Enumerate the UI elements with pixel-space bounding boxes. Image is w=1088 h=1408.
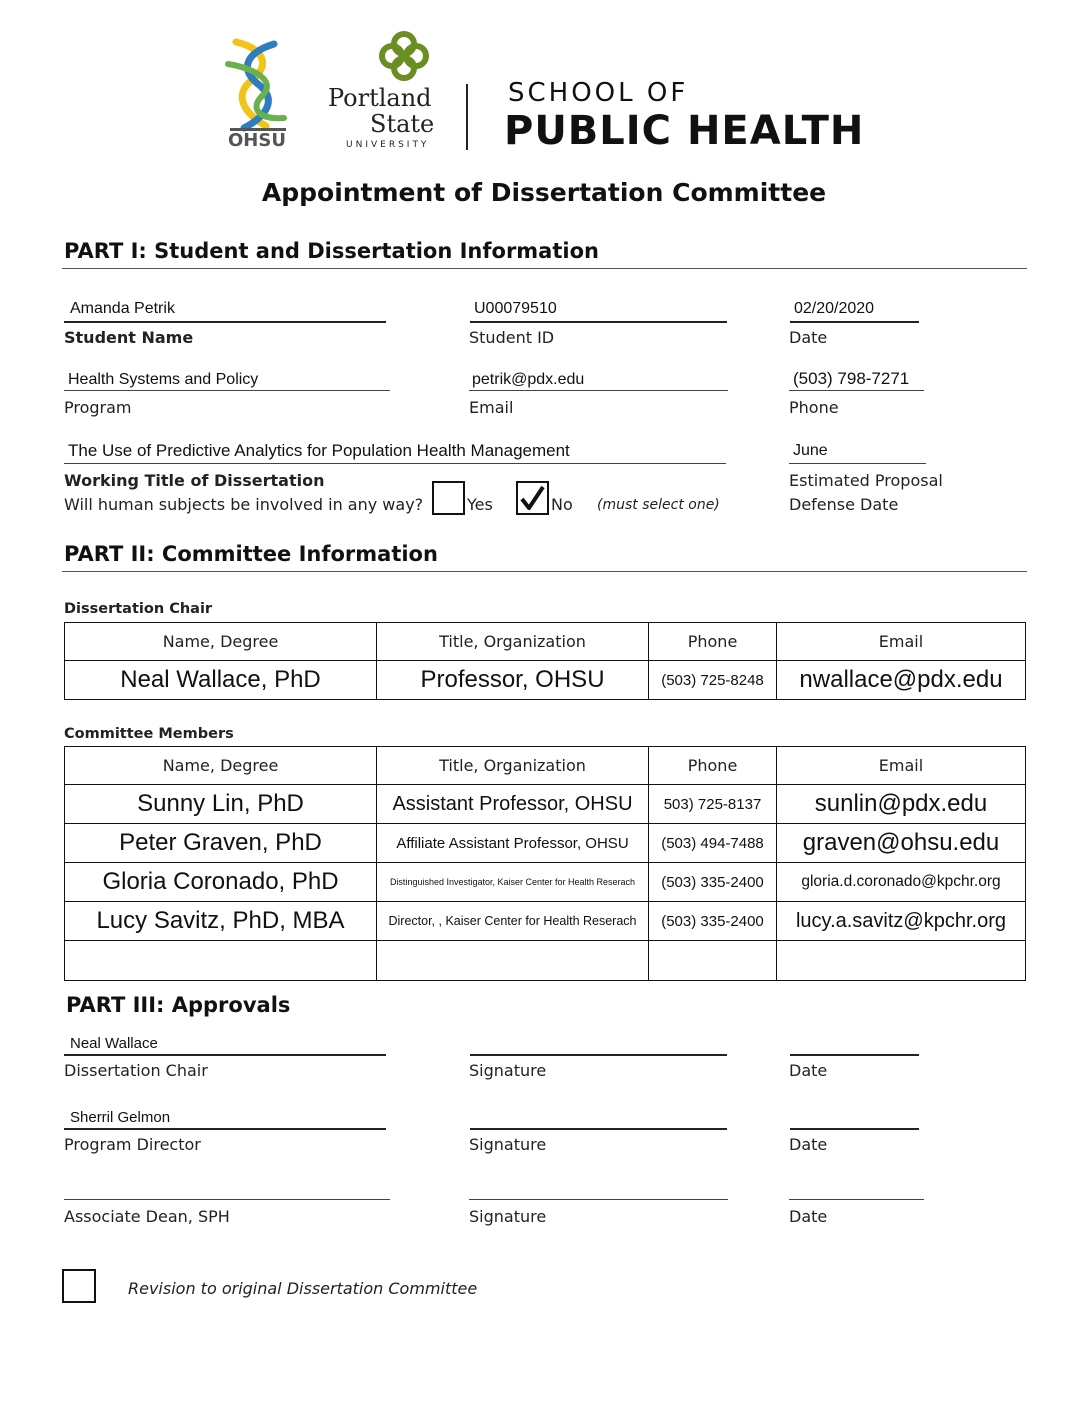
member-email-cell[interactable]: graven@ohsu.edu — [777, 824, 1026, 863]
program-field[interactable]: Health Systems and Policy — [68, 371, 259, 388]
student-name-line — [64, 321, 386, 323]
date-field[interactable]: 02/20/2020 — [794, 300, 875, 317]
signature-line[interactable] — [470, 1128, 727, 1130]
dissertation-title-label: Working Title of Dissertation — [64, 471, 325, 490]
approver-role-label: Program Director — [64, 1135, 201, 1154]
member-name-cell[interactable]: Gloria Coronado, PhD — [65, 863, 377, 902]
member-row — [65, 902, 1026, 941]
human-subjects-note: (must select one) — [597, 497, 720, 513]
signature-line[interactable] — [469, 1199, 728, 1200]
approval-date-label: Date — [789, 1135, 828, 1154]
col-header-name: Name, Degree — [65, 623, 377, 661]
member-phone-cell[interactable]: (503) 494-7488 — [649, 824, 777, 863]
approval-date-line[interactable] — [790, 1054, 919, 1056]
psu-logo — [326, 30, 436, 155]
chair-phone-cell[interactable]: (503) 725-8248 — [649, 661, 777, 700]
approval-date-label: Date — [789, 1207, 828, 1226]
human-subjects-no-label: No — [551, 495, 573, 514]
email-label: Email — [469, 398, 514, 417]
col-header-phone: Phone — [649, 747, 777, 785]
member-row — [65, 824, 1026, 863]
program-line — [64, 390, 390, 391]
member-phone-cell[interactable]: (503) 335-2400 — [649, 863, 777, 902]
chair-table — [64, 622, 1026, 700]
chair-section-label: Dissertation Chair — [64, 601, 213, 617]
student-id-field[interactable]: U00079510 — [474, 300, 557, 317]
member-title-cell[interactable]: Director, , Kaiser Center for Health Reserach — [377, 902, 649, 941]
member-phone-cell[interactable] — [649, 941, 777, 981]
col-header-phone: Phone — [649, 623, 777, 661]
approval-date-line[interactable] — [789, 1199, 924, 1200]
defense-date-field[interactable]: June — [793, 442, 828, 459]
student-name-label: Student Name — [64, 328, 194, 347]
member-email-cell[interactable]: sunlin@pdx.edu — [777, 785, 1026, 824]
checkmark-icon — [518, 483, 547, 513]
email-line — [469, 390, 728, 391]
col-header-email: Email — [777, 747, 1026, 785]
member-phone-cell[interactable]: (503) 335-2400 — [649, 902, 777, 941]
col-header-title: Title, Organization — [377, 747, 649, 785]
psu-wordmark-portland: Portland — [328, 84, 432, 112]
member-name-cell[interactable]: Peter Graven, PhD — [65, 824, 377, 863]
header-divider — [466, 84, 468, 150]
col-header-name: Name, Degree — [65, 747, 377, 785]
phone-line — [789, 390, 924, 391]
defense-date-line — [789, 463, 926, 464]
date-label: Date — [789, 328, 828, 347]
part1-rule — [62, 268, 1027, 269]
signature-line[interactable] — [470, 1054, 727, 1056]
chair-row — [65, 661, 1026, 700]
approver-name-line — [64, 1054, 386, 1056]
ohsu-helix-icon — [222, 34, 294, 134]
dissertation-title-field[interactable]: The Use of Predictive Analytics for Population Health Management — [68, 441, 570, 460]
student-name-field[interactable]: Amanda Petrik — [70, 300, 175, 317]
member-phone-cell[interactable]: 503) 725-8137 — [649, 785, 777, 824]
school-name-line1: SCHOOL OF — [508, 78, 689, 108]
student-id-line — [470, 321, 727, 323]
signature-label: Signature — [469, 1207, 547, 1226]
member-email-cell[interactable]: lucy.a.savitz@kpchr.org — [777, 902, 1026, 941]
part2-rule — [62, 571, 1027, 572]
approver-role-label: Associate Dean, SPH — [64, 1207, 230, 1226]
approval-date-label: Date — [789, 1061, 828, 1080]
member-name-cell[interactable] — [65, 941, 377, 981]
part1-title: PART I: Student and Dissertation Information — [64, 239, 599, 263]
defense-date-label-1: Estimated Proposal — [789, 471, 943, 490]
defense-date-label-2: Defense Date — [789, 495, 899, 514]
approver-name-line — [64, 1128, 386, 1130]
approver-role-label: Dissertation Chair — [64, 1061, 208, 1080]
signature-label: Signature — [469, 1061, 547, 1080]
revision-label: Revision to original Dissertation Committee — [128, 1279, 478, 1298]
phone-field[interactable]: (503) 798-7271 — [793, 369, 910, 388]
col-header-email: Email — [777, 623, 1026, 661]
members-table-header — [65, 747, 1026, 785]
approver-name-field[interactable]: Neal Wallace — [70, 1035, 158, 1052]
member-row — [65, 785, 1026, 824]
human-subjects-question: Will human subjects be involved in any way? — [64, 495, 424, 514]
member-title-cell[interactable]: Affiliate Assistant Professor, OHSU — [377, 824, 649, 863]
member-email-cell[interactable] — [777, 941, 1026, 981]
signature-label: Signature — [469, 1135, 547, 1154]
part2-title: PART II: Committee Information — [64, 542, 438, 566]
chair-name-cell[interactable]: Neal Wallace, PhD — [65, 661, 377, 700]
members-section-label: Committee Members — [64, 726, 234, 742]
psu-wordmark-university: UNIVERSITY — [346, 140, 430, 150]
approver-name-field[interactable]: Sherril Gelmon — [70, 1109, 171, 1126]
member-name-cell[interactable]: Lucy Savitz, PhD, MBA — [65, 902, 377, 941]
member-name-cell[interactable]: Sunny Lin, PhD — [65, 785, 377, 824]
program-label: Program — [64, 398, 132, 417]
member-title-cell[interactable] — [377, 941, 649, 981]
date-line — [790, 321, 919, 323]
ohsu-logo — [222, 34, 294, 154]
member-title-cell[interactable]: Assistant Professor, OHSU — [377, 785, 649, 824]
member-title-cell[interactable]: Distinguished Investigator, Kaiser Center for Health Reserach — [377, 863, 649, 902]
members-table — [64, 746, 1026, 981]
approval-date-line[interactable] — [790, 1128, 919, 1130]
form-title: Appointment of Dissertation Committee — [261, 178, 827, 207]
member-row — [65, 863, 1026, 902]
school-name-line2: PUBLIC HEALTH — [504, 108, 865, 154]
psu-knot-icon — [326, 30, 436, 88]
part3-title: PART III: Approvals — [66, 993, 291, 1017]
dissertation-title-line — [64, 463, 726, 464]
revision-checkbox[interactable] — [62, 1269, 96, 1303]
psu-wordmark-state: State — [370, 110, 435, 138]
chair-title-cell[interactable]: Professor, OHSU — [377, 661, 649, 700]
col-header-title: Title, Organization — [377, 623, 649, 661]
email-field[interactable]: petrik@pdx.edu — [472, 371, 585, 388]
member-email-cell[interactable]: gloria.d.coronado@kpchr.org — [777, 863, 1026, 902]
chair-email-cell[interactable]: nwallace@pdx.edu — [777, 661, 1026, 700]
approver-name-line — [64, 1199, 390, 1200]
chair-table-header — [65, 623, 1026, 661]
ohsu-wordmark: OHSU — [228, 130, 286, 151]
student-id-label: Student ID — [469, 328, 555, 347]
human-subjects-no-checkbox[interactable] — [516, 481, 549, 515]
member-row-empty — [65, 941, 1026, 981]
phone-label: Phone — [789, 398, 839, 417]
human-subjects-yes-checkbox[interactable] — [432, 481, 465, 515]
human-subjects-yes-label: Yes — [467, 495, 493, 514]
